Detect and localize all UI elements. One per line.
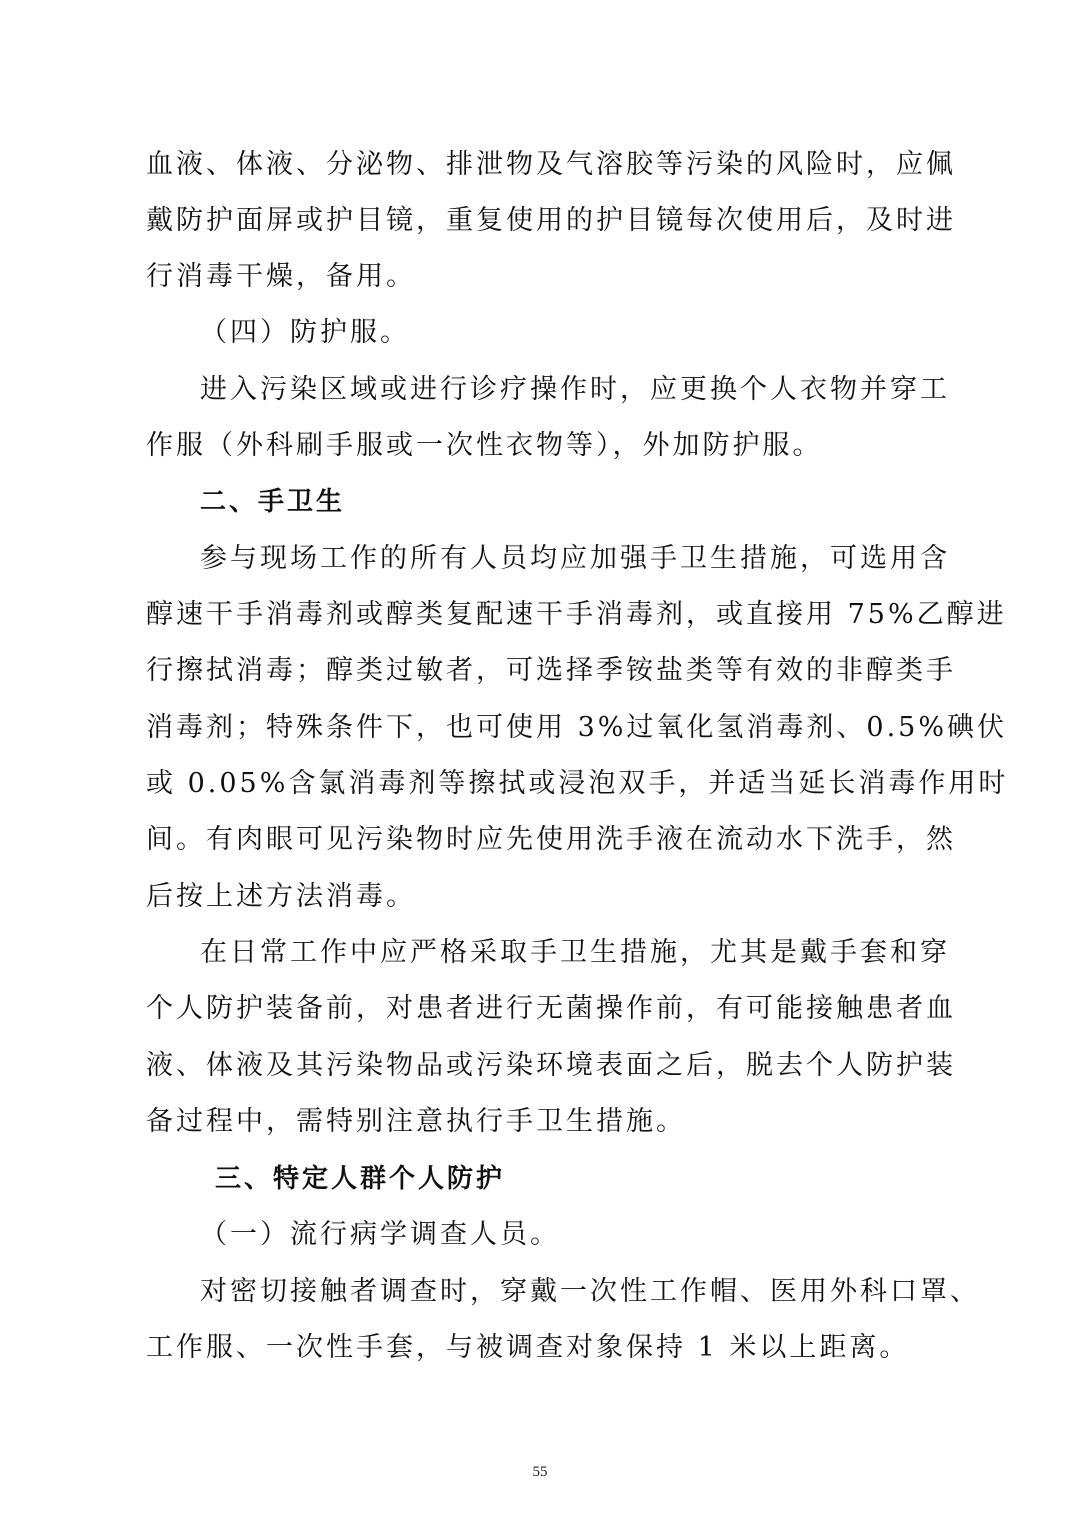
subsection-heading: （四）防护服。 [200, 317, 410, 348]
paragraph-line: 在日常工作中应严格采取手卫生措施，尤其是戴手套和穿 [200, 937, 950, 968]
paragraph-line: 个人防护装备前，对患者进行无菌操作前，有可能接触患者血 [146, 993, 956, 1024]
paragraph-line: 戴防护面屏或护目镜，重复使用的护目镜每次使用后，及时进 [146, 205, 956, 236]
paragraph-line: 或 0.05%含氯消毒剂等擦拭或浸泡双手，并适当延长消毒作用时 [146, 768, 1009, 799]
paragraph-line: 醇速干手消毒剂或醇类复配速干手消毒剂，或直接用 75%乙醇进 [146, 599, 1007, 630]
section-heading: 二、手卫生 [200, 487, 346, 517]
paragraph-line: 液、体液及其污染物品或污染环境表面之后，脱去个人防护装 [146, 1050, 956, 1081]
section-heading: 三、特定人群个人防护 [215, 1164, 506, 1194]
paragraph-line: 参与现场工作的所有人员均应加强手卫生措施，可选用含 [200, 543, 950, 574]
paragraph-line: 作服（外科刷手服或一次性衣物等），外加防护服。 [146, 430, 823, 461]
subsection-heading: （一）流行病学调查人员。 [200, 1219, 560, 1250]
paragraph-line: 消毒剂；特殊条件下，也可使用 3%过氧化氢消毒剂、0.5%碘伏 [146, 712, 1008, 743]
paragraph-line: 血液、体液、分泌物、排泄物及气溶胶等污染的风险时，应佩 [146, 149, 956, 180]
paragraph-line: 行擦拭消毒；醇类过敏者，可选择季铵盐类等有效的非醇类手 [146, 655, 956, 686]
paragraph-line: 对密切接触者调查时，穿戴一次性工作帽、医用外科口罩、 [200, 1276, 980, 1307]
paragraph-line: 工作服、一次性手套，与被调查对象保持 1 米以上距离。 [146, 1332, 910, 1363]
paragraph-line: 行消毒干燥，备用。 [146, 261, 416, 292]
paragraph-line: 后按上述方法消毒。 [146, 881, 416, 912]
paragraph-line: 进入污染区域或进行诊疗操作时，应更换个人衣物并穿工 [200, 374, 950, 405]
paragraph-line: 间。有肉眼可见污染物时应先使用洗手液在流动水下洗手，然 [146, 824, 956, 855]
paragraph-line: 备过程中，需特别注意执行手卫生措施。 [146, 1106, 686, 1137]
page-number: 55 [532, 1464, 548, 1480]
